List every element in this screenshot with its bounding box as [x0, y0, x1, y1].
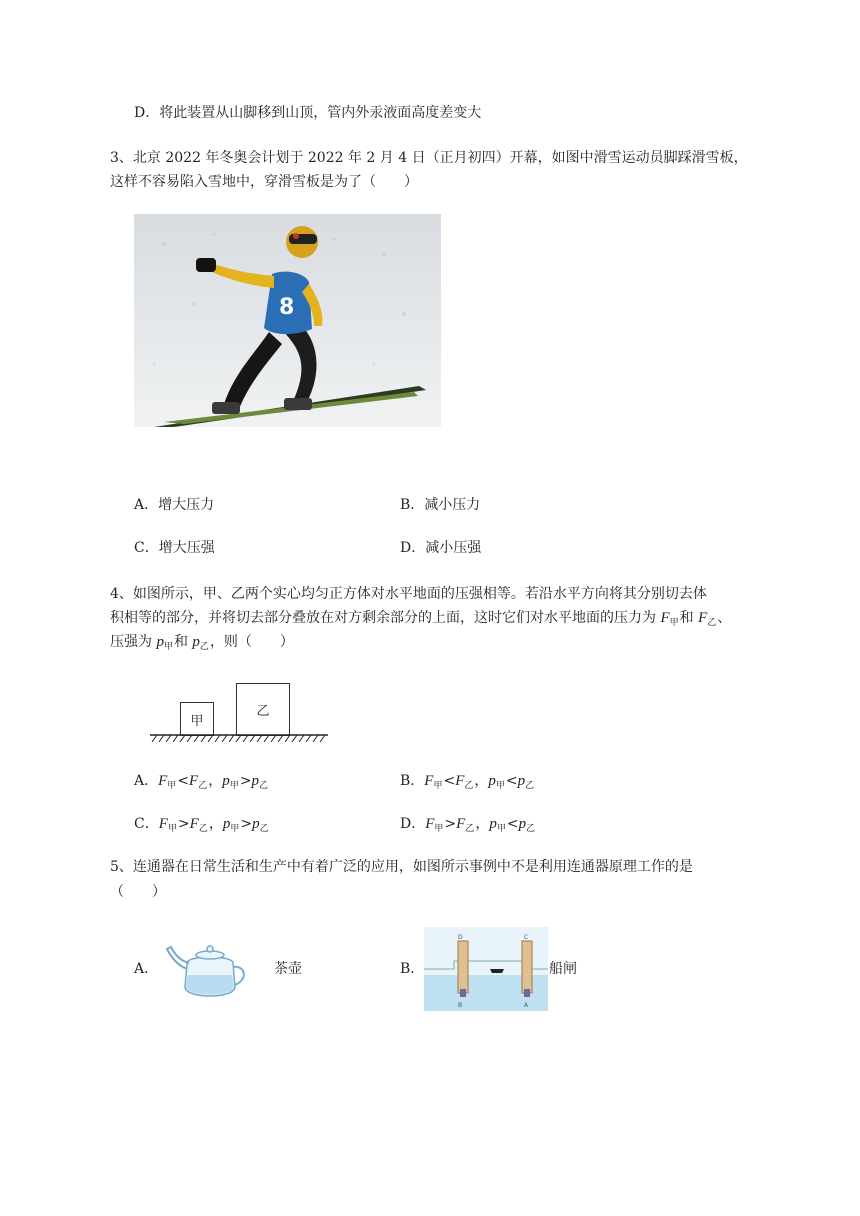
q4-stem-line2: 积相等的部分，并将切去部分叠放在对方剩余部分的上面，这时它们对水平地面的压力为 $F_甲$和 $F_乙$、: [110, 610, 732, 628]
q3-option-b[interactable]: B．减小压力: [400, 497, 481, 513]
lock-label-c: C: [524, 934, 529, 941]
q5-stem-line1: 5、连通器在日常生活和生产中有着广泛的应用，如图所示事例中不是利用连通器原理工作的是: [110, 859, 693, 875]
bib-number: 8: [279, 295, 295, 320]
cube-jia: 甲: [180, 702, 214, 736]
q4-option-b[interactable]: B．$F_甲<F_乙$，$p_甲<p_乙$: [400, 773, 535, 791]
q3-stem-line1: 3、北京 2022 年冬奥会计划于 2022 年 2 月 4 日（正月初四）开幕，如图中滑雪运动员脚踩滑雪板，: [110, 150, 748, 166]
q4-stem-line3: 压强为 $p_甲$和 $p_乙$，则（ ）: [110, 634, 294, 652]
lock-label-b: B: [458, 1002, 463, 1009]
q4-stem-line1: 4、如图所示，甲、乙两个实心均匀正方体对水平地面的压强相等。若沿水平方向将其分别切去体: [110, 586, 707, 602]
q2-option-d: D．将此装置从山脚移到山顶，管内外汞液面高度差变大: [134, 105, 482, 121]
q4-option-d[interactable]: D．$F_甲>F_乙$，$p_甲<p_乙$: [400, 816, 536, 834]
q3-stem-line2: 这样不容易陷入雪地中，穿滑雪板是为了（ ）: [110, 174, 418, 190]
q4-cubes-figure: [150, 680, 330, 742]
q3-option-d[interactable]: D．减小压强: [400, 540, 482, 556]
q4-option-a[interactable]: A．$F_甲<F_乙$，$p_甲>p_乙$: [134, 773, 268, 791]
q4-option-c[interactable]: C．$F_甲>F_乙$，$p_甲>p_乙$: [134, 816, 269, 834]
q5-option-b-letter[interactable]: B．: [400, 961, 425, 977]
q5-stem-line2: （ ）: [110, 884, 166, 900]
q5-option-a-letter[interactable]: A．: [134, 961, 159, 977]
q3-option-a[interactable]: A．增大压力: [134, 497, 215, 513]
ship-lock-diagram: [424, 927, 548, 1011]
q3-option-c[interactable]: C．增大压强: [134, 540, 215, 556]
ground-hatching: [150, 734, 330, 742]
teapot-icon: [165, 935, 255, 1007]
lock-label-d: D: [458, 934, 463, 941]
q5-option-b-label: 船闸: [549, 961, 577, 977]
cube-yi: 乙: [236, 683, 290, 736]
ski-jumper-photo: [134, 214, 441, 427]
q5-option-a-label: 茶壶: [274, 961, 302, 977]
lock-label-a: A: [524, 1002, 529, 1009]
